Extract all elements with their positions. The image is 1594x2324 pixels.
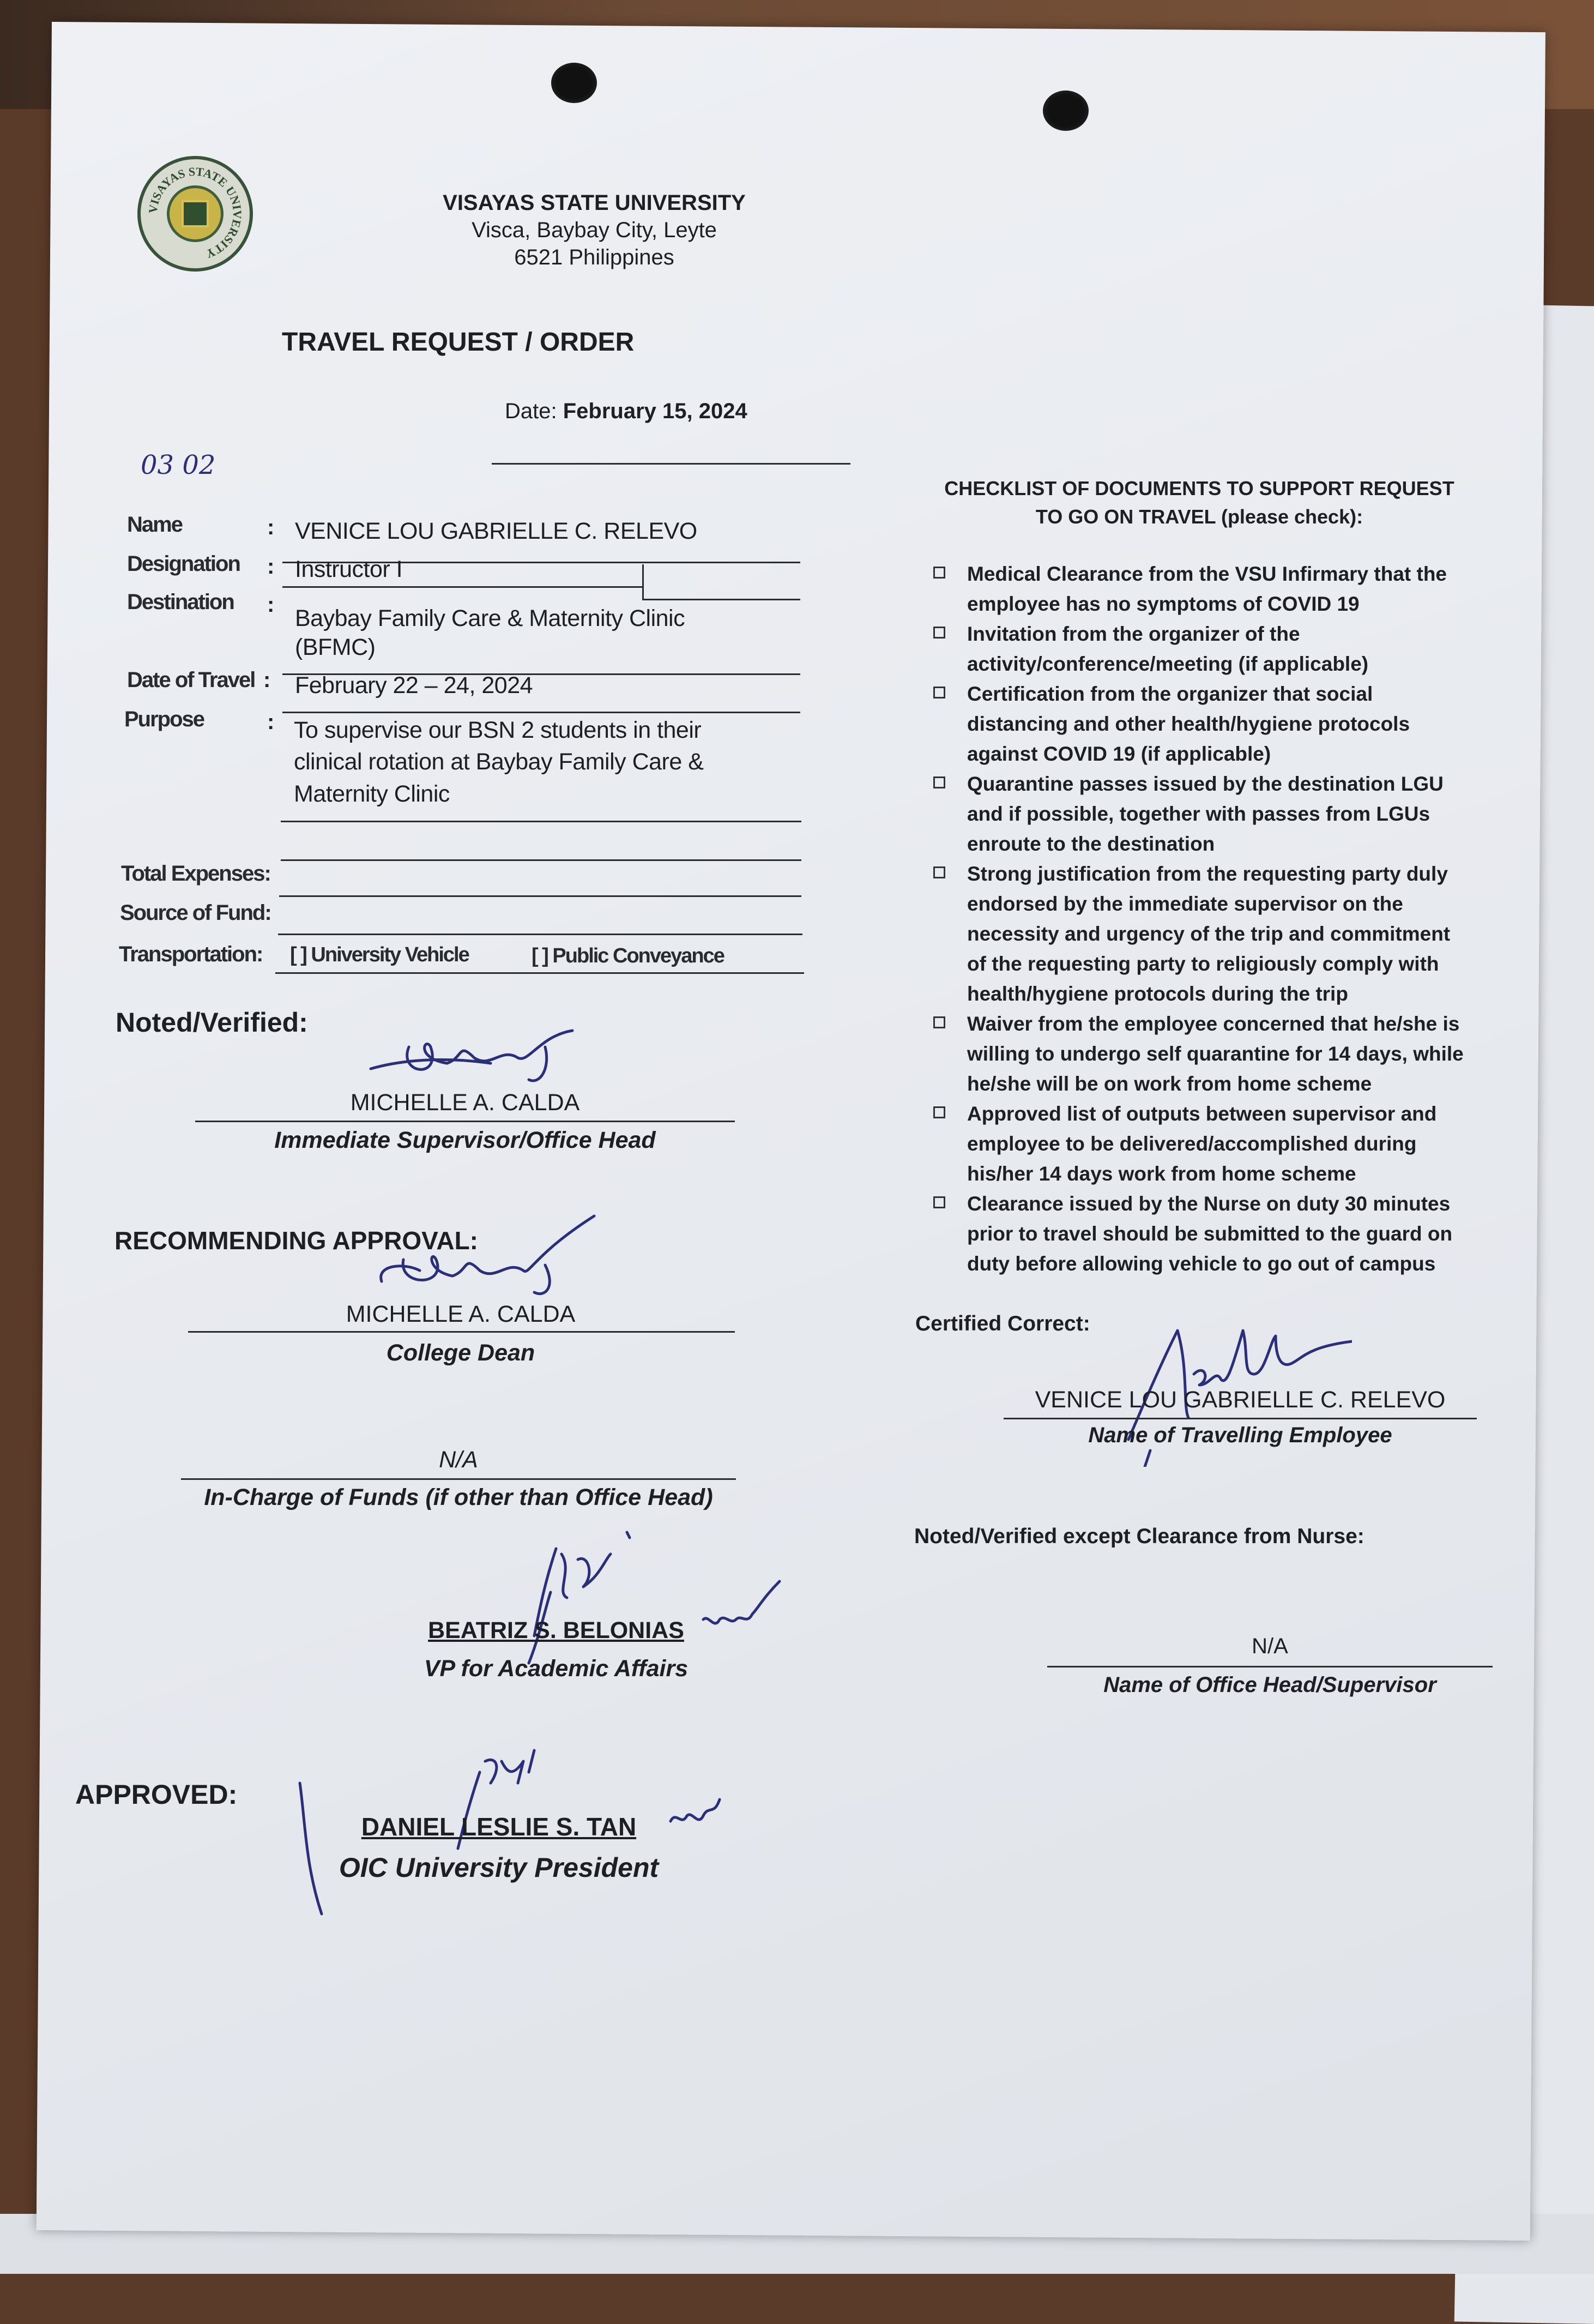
supervisor-signature-line <box>195 1121 735 1122</box>
university-seal-logo <box>137 156 253 272</box>
vp-name: BEATRIZ S. BELONIAS <box>428 1617 684 1643</box>
checklist <box>933 559 1533 1279</box>
supervisor-role: Immediate Supervisor/Office Head <box>274 1127 656 1153</box>
checklist-item-text: his/her 14 days work from home scheme <box>967 1163 1356 1185</box>
checklist-item-text: Clearance issued by the Nurse on duty 30 minutes <box>967 1193 1451 1215</box>
checklist-item-text: Strong justification from the requesting party duly <box>967 863 1448 885</box>
purpose-line1: To supervise our BSN 2 students in their <box>294 717 702 743</box>
checklist-item-text: against COVID 19 (if applicable) <box>967 743 1271 765</box>
president-role: OIC University President <box>339 1852 659 1883</box>
purpose-underline-extra <box>281 859 801 861</box>
colon: : <box>267 515 275 539</box>
checklist-item-text: he/she will be on work from home scheme <box>967 1073 1372 1095</box>
office-head-role: Name of Office Head/Supervisor <box>1103 1673 1436 1697</box>
date-of-travel-value: February 22 – 24, 2024 <box>295 672 533 699</box>
checklist-item-text: enroute to the destination <box>967 833 1215 855</box>
colon: : <box>263 668 271 692</box>
colon: : <box>267 710 275 734</box>
dean-signature-line <box>188 1331 735 1333</box>
total-expenses-label: Total Expenses: <box>121 862 270 886</box>
destination-value-line1: Baybay Family Care & Maternity Clinic <box>295 605 685 631</box>
dean-signature <box>371 1211 600 1298</box>
vp-role: VP for Academic Affairs <box>424 1655 689 1682</box>
approved-heading: APPROVED: <box>75 1779 238 1810</box>
checklist-heading-line2: TO GO ON TRAVEL (please check): <box>1035 505 1363 528</box>
checklist-heading <box>927 474 1472 531</box>
transportation-line <box>275 972 804 974</box>
employee-role: Name of Travelling Employee <box>1088 1423 1392 1447</box>
transport-option-public-conveyance[interactable]: [ ] Public Conveyance <box>532 944 724 967</box>
noted-except-heading: Noted/Verified except Clearance from Nurse: <box>914 1525 1364 1548</box>
office-head-name: N/A <box>1252 1634 1288 1658</box>
checklist-item-text: health/hygiene protocols during the trip <box>967 983 1348 1005</box>
date-of-travel-underline <box>282 712 800 713</box>
checklist-item <box>933 1099 1533 1189</box>
date-label: Date: <box>505 399 557 423</box>
checklist-item-text: Waiver from the employee concerned that he/she is <box>967 1013 1460 1035</box>
checkbox-icon[interactable] <box>933 776 945 788</box>
university-name: VISAYAS STATE UNIVERSITY <box>443 191 746 215</box>
noted-verified-heading: Noted/Verified: <box>116 1007 308 1038</box>
checklist-item-text: Invitation from the organizer of the <box>967 623 1300 645</box>
source-of-fund-label: Source of Fund: <box>120 901 271 925</box>
handwritten-note: 03 02 <box>141 450 216 480</box>
checkbox-icon[interactable] <box>933 627 945 639</box>
checklist-item <box>933 1189 1533 1279</box>
checkbox-icon[interactable] <box>933 1016 945 1028</box>
designation-value: Instructor I <box>295 556 403 582</box>
destination-label: Destination <box>127 590 234 614</box>
purpose-underline <box>281 821 801 822</box>
checklist-item <box>933 619 1533 679</box>
recommending-approval-heading: RECOMMENDING APPROVAL: <box>114 1226 478 1255</box>
checklist-heading-line1: CHECKLIST OF DOCUMENTS TO SUPPORT REQUEST <box>944 477 1454 499</box>
supervisor-signature <box>365 1025 583 1091</box>
total-expenses-line <box>279 895 801 897</box>
transport-option-university-vehicle[interactable]: [ ] University Vehicle <box>290 943 469 966</box>
purpose-line2: clinical rotation at Baybay Family Care & <box>294 749 704 775</box>
checklist-item-text: Medical Clearance from the VSU Infirmary that the <box>967 563 1447 585</box>
checkbox-icon[interactable] <box>933 687 945 699</box>
president-name: DANIEL LESLIE S. TAN <box>361 1813 637 1841</box>
checklist-item-text: of the requesting party to religiously comply with <box>967 953 1439 975</box>
checklist-item-text: employee to be delivered/accomplished during <box>967 1133 1417 1155</box>
svg-text:VISAYAS STATE UNIVERSITY: VISAYAS STATE UNIVERSITY <box>146 164 245 261</box>
checklist-item-text: endorsed by the immediate supervisor on the <box>967 893 1403 915</box>
punch-hole <box>551 63 597 103</box>
certified-correct-heading: Certified Correct: <box>915 1312 1090 1335</box>
university-address: Visca, Baybay City, Leyte <box>472 218 717 242</box>
checklist-item <box>933 1009 1533 1099</box>
designation-divider <box>642 564 644 600</box>
checklist-item-text: Approved list of outputs between supervisor and <box>967 1103 1437 1125</box>
designation-label: Designation <box>127 552 240 576</box>
checkbox-icon[interactable] <box>933 1196 945 1208</box>
destination-value-line2: (BFMC) <box>295 634 376 660</box>
checklist-item-text: employee has no symptoms of COVID 19 <box>967 593 1360 615</box>
checklist-item <box>933 679 1533 769</box>
transportation-label: Transportation: <box>119 942 263 966</box>
date-field <box>505 399 747 424</box>
checklist-item-text: prior to travel should be submitted to the guard on <box>967 1223 1453 1245</box>
checkbox-icon[interactable] <box>933 866 945 878</box>
supervisor-name: MICHELLE A. CALDA <box>350 1089 580 1116</box>
checklist-item-text: necessity and urgency of the trip and commitment <box>967 923 1451 945</box>
punch-hole <box>1043 91 1089 131</box>
checklist-item-text: Quarantine passes issued by the destination LGU <box>967 773 1444 795</box>
funds-incharge-name: N/A <box>439 1447 478 1473</box>
colon: : <box>267 593 275 617</box>
purpose-line3: Maternity Clinic <box>294 781 450 807</box>
checklist-item-text: Certification from the organizer that social <box>967 683 1373 705</box>
checklist-item-text: activity/conference/meeting (if applicable) <box>967 653 1369 675</box>
checklist-item-text: duty before allowing vehicle to go out of campus <box>967 1253 1436 1275</box>
name-value: VENICE LOU GABRIELLE C. RELEVO <box>295 518 697 544</box>
checklist-item <box>933 859 1533 1009</box>
checkbox-icon[interactable] <box>933 1106 945 1118</box>
funds-incharge-role: In-Charge of Funds (if other than Office Head) <box>204 1484 713 1510</box>
employee-signature-line <box>1004 1418 1477 1419</box>
checklist-item <box>933 769 1533 859</box>
dean-role: College Dean <box>386 1340 535 1366</box>
checklist-item-text: distancing and other health/hygiene protocols <box>967 713 1410 735</box>
dean-name: MICHELLE A. CALDA <box>346 1301 576 1327</box>
checkbox-icon[interactable] <box>933 567 945 579</box>
checklist-item <box>933 559 1533 619</box>
checklist-item-text: willing to undergo self quarantine for 14 days, while <box>967 1043 1464 1065</box>
date-underline <box>492 463 850 465</box>
office-head-signature-line <box>1047 1666 1493 1667</box>
designation-underline-right <box>642 599 800 600</box>
form-title: TRAVEL REQUEST / ORDER <box>282 328 635 357</box>
date-value: February 15, 2024 <box>563 399 747 423</box>
checklist-item-text: and if possible, together with passes from LGUs <box>967 803 1430 825</box>
university-postal: 6521 Philippines <box>514 245 674 269</box>
employee-name: VENICE LOU GABRIELLE C. RELEVO <box>1035 1387 1446 1413</box>
designation-underline <box>282 586 642 588</box>
purpose-label: Purpose <box>124 707 204 731</box>
source-of-fund-line <box>278 934 802 935</box>
funds-signature-line <box>181 1478 736 1480</box>
name-label: Name <box>127 513 182 537</box>
vp-signature <box>523 1527 785 1669</box>
colon: : <box>267 555 275 579</box>
date-of-travel-label: Date of Travel <box>127 668 255 692</box>
